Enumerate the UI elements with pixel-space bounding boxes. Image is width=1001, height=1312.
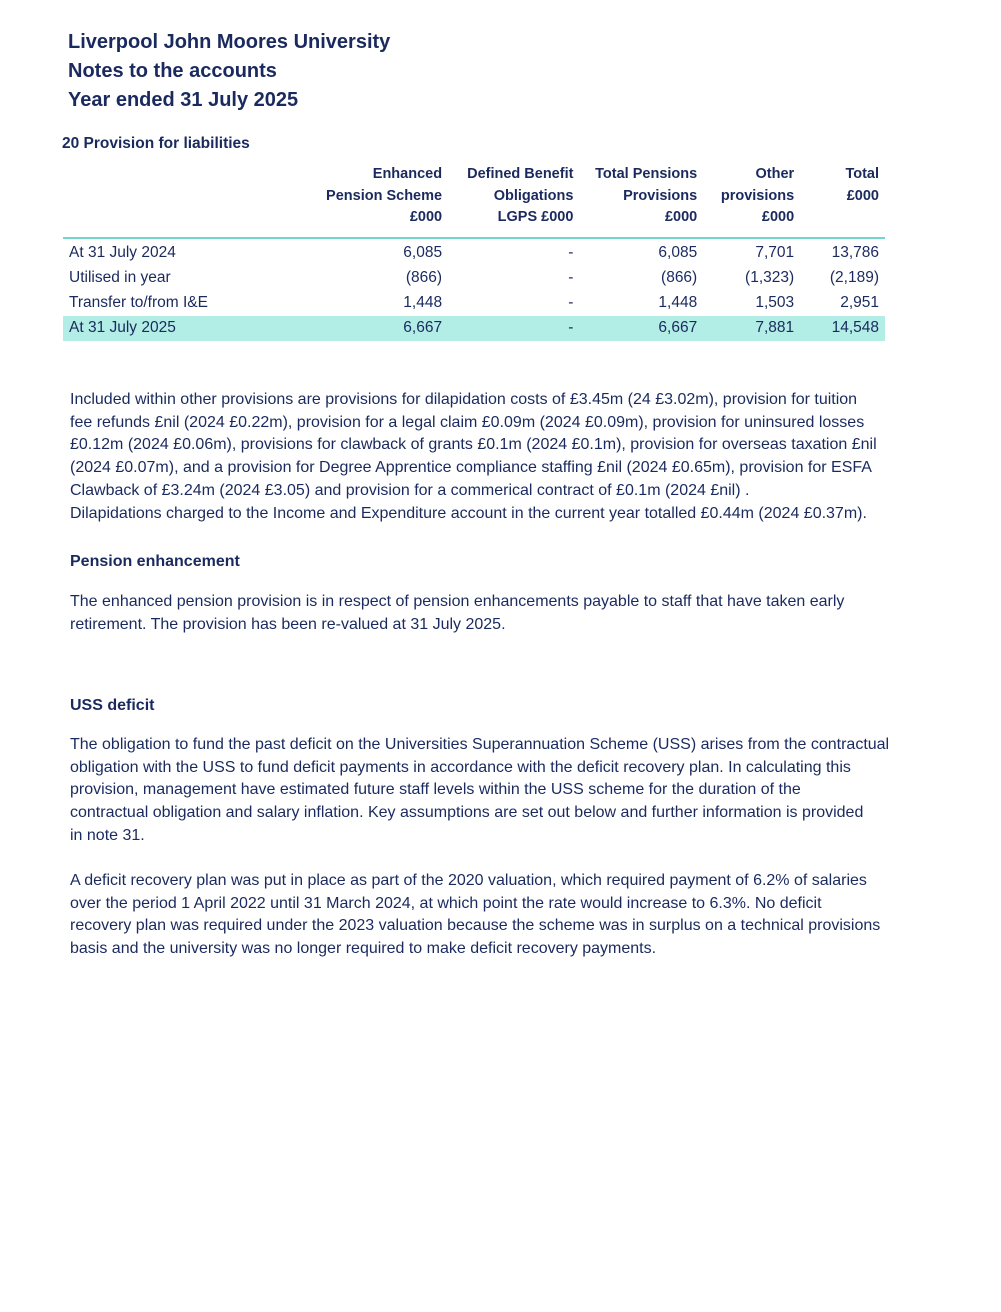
text-line: Dilapidations charged to the Income and Expenditure account in the current year totalled £0.44m (2024 £0.37m). (70, 504, 867, 522)
header-total: Total £000 (800, 164, 885, 238)
reporting-period: Year ended 31 July 2025 (68, 89, 299, 111)
cell-total: 2,951 (840, 294, 879, 311)
cell-defined-benefit: - (568, 244, 574, 261)
text-line: in note 31. (70, 826, 145, 844)
cell-enhanced-pension: 1,448 (403, 294, 443, 311)
text-line: over the period 1 April 2022 until 31 March 2024, at which point the rate would increase to 6.3%. No deficit (70, 894, 822, 912)
cell-defined-benefit: - (448, 316, 579, 341)
table-total-row (63, 316, 885, 341)
row-label: Utilised in year (69, 269, 171, 286)
table-header-row (63, 164, 885, 238)
document-title: Notes to the accounts (68, 60, 277, 82)
cell-enhanced-pension: 6,085 (403, 244, 443, 261)
provisions-table (63, 164, 885, 341)
cell-total: 14,548 (800, 316, 885, 341)
header-blank (63, 164, 314, 238)
cell-defined-benefit: - (568, 269, 574, 286)
text-line: Clawback of £3.24m (2024 £3.05) and provision for a commerical contract of £0.1m (2024 £nil) . (70, 481, 750, 499)
table-row (63, 238, 885, 266)
cell-total: 13,786 (831, 244, 879, 261)
cell-other-provisions: 7,701 (755, 244, 795, 261)
header-other-provisions: Other provisions £000 (703, 164, 800, 238)
text-line: retirement. The provision has been re-valued at 31 July 2025. (70, 615, 506, 633)
text-line: (2024 £0.07m), and a provision for Degree Apprentice compliance staffing £nil (2024 £0.65m), provision for ESFA (70, 459, 872, 477)
row-label: At 31 July 2025 (63, 316, 314, 341)
cell-total-pensions: (866) (661, 269, 698, 286)
cell-enhanced-pension: 6,667 (314, 316, 448, 341)
row-label: At 31 July 2024 (69, 244, 176, 261)
cell-total-pensions: 1,448 (658, 294, 698, 311)
pension-enhancement-text (70, 591, 940, 636)
text-line: recovery plan was required under the 2023 valuation because the scheme was in surplus on a technical provisions (70, 917, 881, 935)
row-label: Transfer to/from I&E (69, 294, 208, 311)
text-line: contractual obligation and salary inflation. Key assumptions are set out below and further information is provided (70, 804, 864, 822)
cell-other-provisions: 7,881 (703, 316, 800, 341)
uss-deficit-paragraph-2 (70, 870, 940, 961)
text-line: £0.12m (2024 £0.06m), provisions for clawback of grants £0.1m (2024 £0.1m), provision for overseas taxation £nil (70, 436, 877, 454)
text-line: Included within other provisions are provisions for dilapidation costs of £3.45m (24 £3.02m), provision for tuition (70, 391, 858, 408)
organisation-name: Liverpool John Moores University (68, 31, 391, 53)
table-row (63, 291, 885, 316)
text-line: The enhanced pension provision is in respect of pension enhancements payable to staff that have taken early (70, 593, 845, 610)
cell-total-pensions: 6,085 (658, 244, 698, 261)
text-line: provision, management have estimated future staff levels within the USS scheme for the duration of the (70, 781, 801, 799)
header-defined-benefit: Defined Benefit Obligations LGPS £000 (448, 164, 579, 238)
text-line: fee refunds £nil (2024 £0.22m), provision for a legal claim £0.09m (2024 £0.09m), provision for uninsured losses (70, 413, 865, 431)
cell-defined-benefit: - (568, 294, 574, 311)
text-line: The obligation to fund the past deficit on the Universities Superannuation Scheme (USS) arises from the contractual (70, 736, 890, 753)
section-title: 20 Provision for liabilities (62, 135, 250, 152)
header-total-pensions: Total Pensions Provisions £000 (579, 164, 703, 238)
cell-total-pensions: 6,667 (579, 316, 703, 341)
cell-other-provisions: 1,503 (755, 294, 795, 311)
uss-deficit-paragraph-1 (70, 734, 940, 848)
text-line: obligation with the USS to fund deficit payments in accordance with the deficit recovery plan. In calculating this (70, 758, 851, 776)
cell-enhanced-pension: (866) (405, 269, 443, 286)
cell-total: (2,189) (829, 269, 879, 286)
table-row (63, 266, 885, 291)
document-header (68, 28, 390, 115)
text-line: basis and the university was no longer required to make deficit recovery payments. (70, 940, 657, 958)
text-line: A deficit recovery plan was put in place as part of the 2020 valuation, which required payment of 6.2% of salaries (70, 872, 867, 889)
uss-deficit-heading: USS deficit (70, 697, 155, 714)
header-enhanced-pension: Enhanced Pension Scheme £000 (314, 164, 448, 238)
pension-enhancement-heading: Pension enhancement (70, 553, 240, 570)
provisions-note (70, 389, 940, 525)
cell-other-provisions: (1,323) (745, 269, 795, 286)
